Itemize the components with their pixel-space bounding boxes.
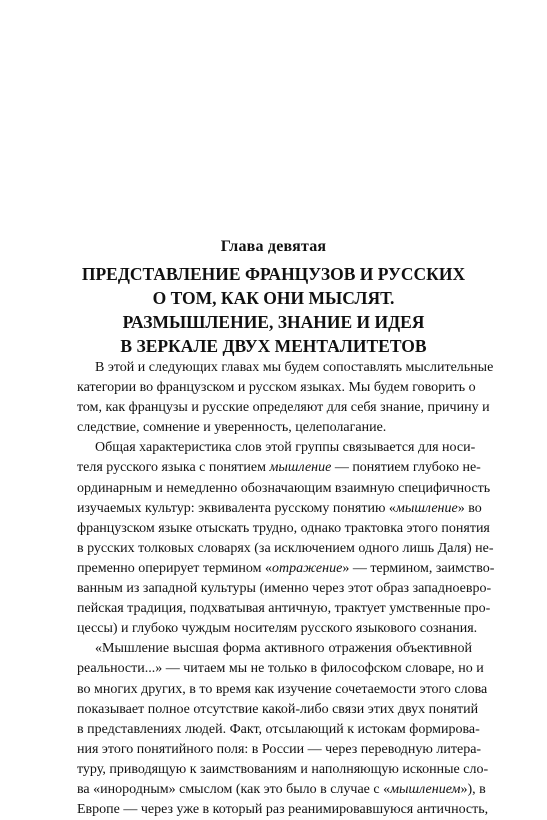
text-line: Общая характеристика слов этой группы связывается для носи- xyxy=(95,440,476,456)
text-line: французском языке отыскать трудно, однако трактовка этого понятия xyxy=(77,520,490,536)
chapter-title xyxy=(40,262,507,358)
text-run: » — термином, заимство- xyxy=(342,560,495,576)
text-line: во многих других, в то время как изучение сочетаемости этого слова xyxy=(77,681,488,697)
text-run: ва «инородным» смыслом (как это было в случае с « xyxy=(77,781,391,797)
text-run: теля русского языка с понятием xyxy=(77,460,270,476)
text-line: «Мышление высшая форма активного отражения объективной xyxy=(95,641,472,657)
text-run: пременно оперирует термином « xyxy=(77,560,272,576)
body-text xyxy=(77,358,495,820)
text-line: категории во французском и русском языках. Мы будем говорить о xyxy=(77,380,476,396)
chapter-title-line: РАЗМЫШЛЕНИЕ, ЗНАНИЕ И ИДЕЯ xyxy=(122,312,425,332)
italic-term: мышление xyxy=(395,500,458,516)
text-line: В этой и следующих главах мы будем сопоставлять мыслительные xyxy=(95,360,494,375)
text-line xyxy=(77,780,486,800)
text-run: изучаемых культур: эквивалента русскому понятию « xyxy=(77,500,396,516)
paragraph xyxy=(77,639,489,820)
italic-term: мышление xyxy=(269,460,332,476)
paragraph xyxy=(77,438,495,639)
text-line xyxy=(77,499,482,519)
text-line: в представлениях людей. Факт, отсылающий к истокам формирова- xyxy=(77,721,480,737)
text-line: реальности...» — читаем мы не только в философском словаре, но и xyxy=(77,661,484,677)
text-line: ординарным и немедленно обозначающим взаимную специфичность xyxy=(77,480,491,496)
text-line: туру, приводящую к заимствованиям и наполняющую исконные сло- xyxy=(77,761,489,777)
paragraph xyxy=(77,358,494,438)
chapter-number: Глава девятая xyxy=(220,238,327,255)
text-line xyxy=(77,559,495,579)
italic-term: отражение xyxy=(271,560,343,576)
chapter-title-line: О ТОМ, КАК ОНИ МЫСЛЯТ. xyxy=(152,288,395,308)
text-line: цессы) и глубоко чуждым носителям русского языкового сознания. xyxy=(77,621,478,637)
text-run: » во xyxy=(457,500,482,516)
italic-term: мышлением xyxy=(390,781,461,797)
chapter-title-line: В ЗЕРКАЛЕ ДВУХ МЕНТАЛИТЕТОВ xyxy=(120,336,427,356)
text-line xyxy=(77,458,481,478)
text-line: том, как французы и русские определяют для себя знание, причину и xyxy=(77,400,490,416)
text-line: ния этого понятийного поля: в России — через переводную литера- xyxy=(77,741,482,757)
text-line: в русских толковых словарях (за исключением одного лишь Даля) не- xyxy=(77,540,494,556)
text-run: — понятием глубоко не- xyxy=(331,460,481,476)
text-run: »), в xyxy=(460,781,486,797)
text-line: показывает полное отсутствие какой-либо связи этих двух понятий xyxy=(77,701,479,717)
text-line: Европе — через уже в который раз реанимировавшуюся античность, xyxy=(77,802,489,818)
chapter-title-line: ПРЕДСТАВЛЕНИЕ ФРАНЦУЗОВ И РУССКИХ xyxy=(81,264,466,284)
text-line: пейская традиция, подхватывая античную, трактует умственные про- xyxy=(77,601,491,617)
text-line: следствие, сомнение и уверенность, целеполагание. xyxy=(77,420,387,436)
text-line: ванным из западной культуры (именно через этот образ западноевро- xyxy=(77,581,492,597)
